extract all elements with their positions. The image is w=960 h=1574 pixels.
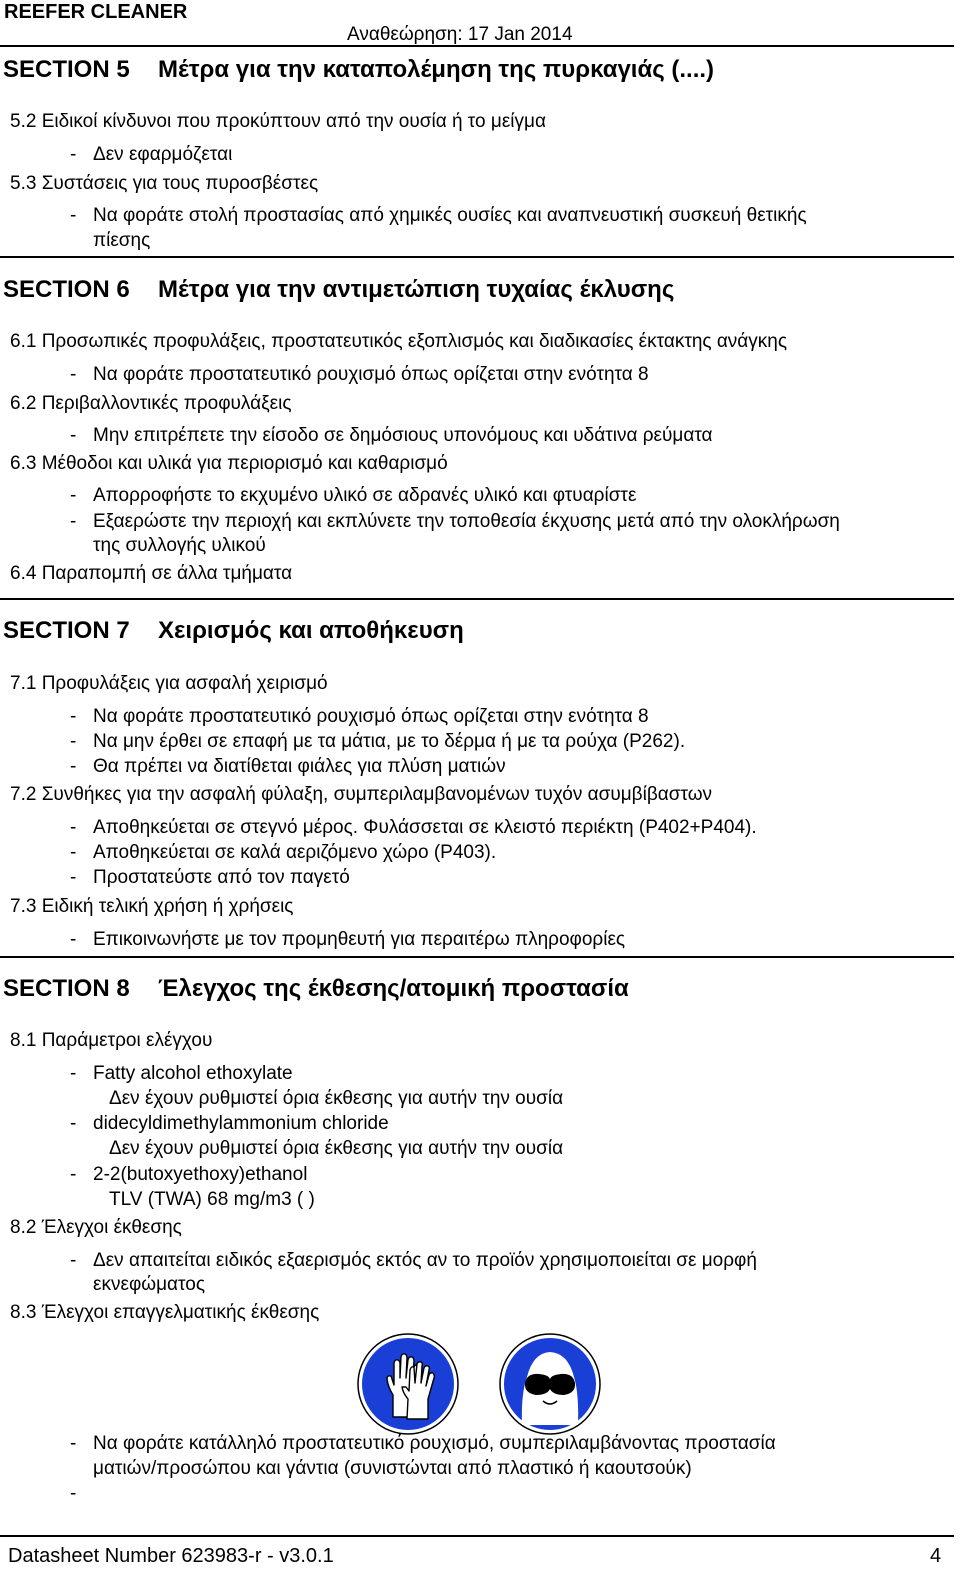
exposure-limit-note: Δεν έχουν ρυθμιστεί όρια έκθεσης για αυτήν την ουσία bbox=[109, 1138, 564, 1159]
substance-name: 2-2(butoxyethoxy)ethanol bbox=[93, 1164, 308, 1185]
section-divider bbox=[0, 956, 954, 958]
section-title: Μέτρα για την καταπολέμηση της πυρκαγιάς (....) bbox=[158, 56, 715, 83]
list-item: Δεν εφαρμόζεται bbox=[93, 144, 233, 165]
section-divider bbox=[0, 598, 954, 600]
list-dash: - bbox=[70, 706, 77, 727]
list-dash: - bbox=[70, 364, 77, 385]
list-dash: - bbox=[70, 485, 77, 506]
list-item-continuation: ματιών/προσώπου και γάντια (συνιστώνται από πλαστικό ή καουτσούκ) bbox=[93, 1458, 692, 1479]
exposure-limit-note: TLV (TWA) 68 mg/m3 ( ) bbox=[109, 1189, 315, 1210]
section-number: SECTION 5 bbox=[3, 56, 130, 83]
subsection-8-3: 8.3 Έλεγχοι επαγγελματικής έκθεσης bbox=[10, 1302, 320, 1323]
footer-divider bbox=[0, 1535, 954, 1537]
goggles-pictogram bbox=[500, 1334, 600, 1434]
revision-date: Αναθεώρηση: 17 Jan 2014 bbox=[347, 24, 573, 45]
section-number: SECTION 8 bbox=[3, 975, 130, 1002]
subsection-6-4: 6.4 Παραπομπή σε άλλα τμήματα bbox=[10, 563, 293, 584]
subsection-5-2: 5.2 Ειδικοί κίνδυνοι που προκύπτουν από την ουσία ή το μείγμα bbox=[10, 111, 546, 132]
list-item: Αποθηκεύεται σε καλά αεριζόμενο χώρο (P403). bbox=[93, 842, 497, 863]
list-item: Να φοράτε κατάλληλό προστατευτικό ρουχισμό, συμπεριλαμβάνοντας προστασία bbox=[93, 1433, 776, 1454]
exposure-limit-note: Δεν έχουν ρυθμιστεί όρια έκθεσης για αυτήν την ουσία bbox=[109, 1088, 564, 1109]
section-6-heading bbox=[3, 276, 674, 304]
header-divider bbox=[0, 45, 954, 47]
list-dash: - bbox=[70, 817, 77, 838]
section-title: Χειρισμός και αποθήκευση bbox=[158, 617, 464, 644]
list-item: Απορροφήστε το εκχυμένο υλικό σε αδρανές υλικό και φτυαρίστε bbox=[93, 485, 637, 506]
subsection-6-3: 6.3 Μέθοδοι και υλικά για περιορισμό και καθαρισμό bbox=[10, 453, 448, 474]
list-dash: - bbox=[70, 1250, 77, 1271]
list-dash: - bbox=[70, 1164, 77, 1185]
section-5-heading bbox=[3, 56, 714, 84]
list-item: Θα πρέπει να διατίθεται φιάλες για πλύση ματιών bbox=[93, 756, 506, 777]
section-number: SECTION 6 bbox=[3, 276, 130, 303]
list-item: Να φοράτε προστατευτικό ρουχισμό όπως ορίζεται στην ενότητα 8 bbox=[93, 706, 649, 727]
subsection-7-3: 7.3 Ειδική τελική χρήση ή χρήσεις bbox=[10, 896, 294, 917]
subsection-8-2: 8.2 Έλεγχοι έκθεσης bbox=[10, 1217, 182, 1238]
page-number: 4 bbox=[930, 1545, 942, 1567]
list-item: Επικοινωνήστε με τον προμηθευτή για περαιτέρω πληροφορίες bbox=[93, 929, 626, 950]
section-title: Μέτρα για την αντιμετώπιση τυχαίας έκλυσης bbox=[158, 276, 675, 303]
section-divider bbox=[0, 256, 954, 258]
section-title: Έλεγχος της έκθεσης/ατομική προστασία bbox=[158, 975, 629, 1002]
list-dash: - bbox=[70, 205, 77, 226]
list-dash: - bbox=[70, 731, 77, 752]
list-item: Να φοράτε στολή προστασίας από χημικές ουσίες και αναπνευστική συσκευή θετικής bbox=[93, 205, 807, 226]
subsection-7-1: 7.1 Προφυλάξεις για ασφαλή χειρισμό bbox=[10, 673, 328, 694]
list-dash: - bbox=[70, 929, 77, 950]
list-item: Δεν απαιτείται ειδικός εξαερισμός εκτός αν το προϊόν χρησιμοποιείται σε μορφή bbox=[93, 1250, 757, 1271]
list-item: Μην επιτρέπετε την είσοδο σε δημόσιους υπονόμους και υδάτινα ρεύματα bbox=[93, 425, 713, 446]
datasheet-number: Datasheet Number 623983-r - v3.0.1 bbox=[8, 1545, 334, 1567]
list-dash: - bbox=[70, 1433, 77, 1454]
list-dash: - bbox=[70, 1063, 77, 1084]
list-dash: - bbox=[70, 511, 77, 532]
list-item: Να φοράτε προστατευτικό ρουχισμό όπως ορίζεται στην ενότητα 8 bbox=[93, 364, 649, 385]
list-item: Να μην έρθει σε επαφή με τα μάτια, με το δέρμα ή με τα ρούχα (P262). bbox=[93, 731, 686, 752]
list-dash: - bbox=[70, 144, 77, 165]
list-item: Αποθηκεύεται σε στεγνό μέρος. Φυλάσσεται σε κλειστό περιέκτη (P402+P404). bbox=[93, 817, 757, 838]
section-7-heading bbox=[3, 617, 464, 645]
list-dash: - bbox=[70, 842, 77, 863]
subsection-6-2: 6.2 Περιβαλλοντικές προφυλάξεις bbox=[10, 393, 292, 414]
subsection-7-2: 7.2 Συνθήκες για την ασφαλή φύλαξη, συμπεριλαμβανομένων τυχόν ασυμβίβαστων bbox=[10, 784, 713, 805]
list-dash: - bbox=[70, 867, 77, 888]
list-item: Προστατεύστε από τον παγετό bbox=[93, 867, 350, 888]
list-item-continuation: πίεσης bbox=[93, 230, 151, 251]
company-name: REEFER CLEANER bbox=[4, 1, 188, 23]
substance-name: didecyldimethylammonium chloride bbox=[93, 1113, 389, 1134]
list-dash: - bbox=[70, 756, 77, 777]
section-number: SECTION 7 bbox=[3, 617, 130, 644]
subsection-6-1: 6.1 Προσωπικές προφυλάξεις, προστατευτικός εξοπλισμός και διαδικασίες έκτακτης ανάγκης bbox=[10, 331, 788, 352]
section-8-heading bbox=[3, 975, 629, 1003]
subsection-5-3: 5.3 Συστάσεις για τους πυροσβέστες bbox=[10, 173, 319, 194]
list-dash: - bbox=[70, 1483, 77, 1504]
list-dash: - bbox=[70, 1113, 77, 1134]
subsection-8-1: 8.1 Παράμετροι ελέγχου bbox=[10, 1030, 213, 1051]
substance-name: Fatty alcohol ethoxylate bbox=[93, 1063, 293, 1084]
list-item-continuation: εκνεφώματος bbox=[93, 1274, 205, 1295]
gloves-pictogram bbox=[358, 1334, 458, 1434]
list-dash: - bbox=[70, 425, 77, 446]
list-item: Εξαερώστε την περιοχή και εκπλύνετε την τοποθεσία έκχυσης μετά από την ολοκλήρωση bbox=[93, 511, 840, 532]
list-item-continuation: της συλλογής υλικού bbox=[93, 535, 266, 556]
ppe-pictograms bbox=[357, 1333, 601, 1435]
